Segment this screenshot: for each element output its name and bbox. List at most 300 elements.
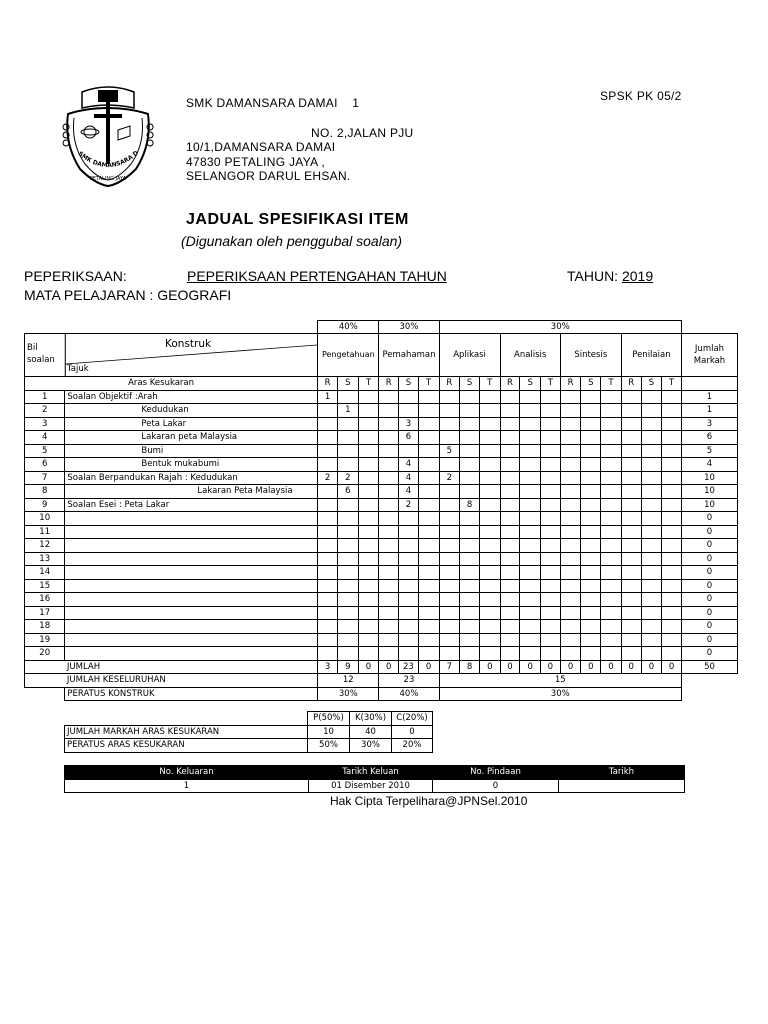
row-cell [621, 579, 641, 593]
row-cell [662, 620, 682, 634]
row-cell [662, 471, 682, 485]
table-row [25, 512, 738, 526]
aras-letter: R [439, 377, 460, 391]
row-cell [358, 404, 379, 418]
row-cell [641, 566, 662, 580]
peperiksaan-value: PEPERIKSAAN PERTENGAHAN TAHUN [187, 268, 447, 284]
jumlah-cell: 23 [399, 660, 419, 674]
release-tarikh-keluan: 01 Disember 2010 [309, 779, 433, 793]
row-cell [439, 606, 460, 620]
jumlah-cell: 3 [318, 660, 338, 674]
school-number: 1 [352, 96, 360, 110]
row-cell: 6 [337, 485, 358, 499]
row-cell [460, 566, 480, 580]
row-cell [541, 620, 561, 634]
row-cell [520, 458, 541, 472]
row-cell [479, 417, 500, 431]
row-cell [581, 552, 601, 566]
row-cell [601, 471, 622, 485]
row-cell: 6 [399, 431, 419, 445]
row-cell: 2 [337, 471, 358, 485]
row-cell [621, 498, 641, 512]
row-cell [460, 525, 480, 539]
row-cell [500, 647, 520, 661]
row-cell: 4 [399, 485, 419, 499]
table-row [25, 390, 738, 404]
row-cell [399, 633, 419, 647]
summary-label: JUMLAH MARKAH ARAS KESUKARAN [65, 725, 308, 739]
row-cell [541, 485, 561, 499]
row-cell [601, 417, 622, 431]
row-bil: 3 [25, 417, 65, 431]
row-cell [500, 566, 520, 580]
row-total: 1 [681, 404, 737, 418]
row-cell [560, 579, 581, 593]
row-cell [399, 620, 419, 634]
row-cell [337, 512, 358, 526]
aras-letter: T [662, 377, 682, 391]
summary-row [65, 725, 433, 739]
row-cell [560, 606, 581, 620]
row-tajuk [65, 593, 318, 607]
row-cell [541, 431, 561, 445]
row-cell [541, 539, 561, 553]
row-cell [418, 458, 439, 472]
aras-letter: R [500, 377, 520, 391]
row-cell [560, 431, 581, 445]
row-bil: 6 [25, 458, 65, 472]
row-cell [358, 512, 379, 526]
row-cell [500, 458, 520, 472]
row-cell [662, 539, 682, 553]
row-cell [541, 404, 561, 418]
row-bil: 12 [25, 539, 65, 553]
row-cell [541, 390, 561, 404]
row-cell [601, 485, 622, 499]
row-cell [601, 512, 622, 526]
row-cell [418, 417, 439, 431]
jumlah-keseluruhan-1: 12 [318, 674, 379, 688]
row-tajuk: Soalan Objektif :Arah [65, 390, 318, 404]
row-tajuk [65, 539, 318, 553]
row-cell: 1 [318, 390, 338, 404]
row-cell [641, 444, 662, 458]
row-cell [418, 390, 439, 404]
row-cell [541, 606, 561, 620]
row-cell [541, 633, 561, 647]
release-no-keluaran: 1 [65, 779, 309, 793]
row-bil: 2 [25, 404, 65, 418]
address-line-1: NO. 2,JALAN PJU [311, 126, 414, 140]
row-cell [662, 498, 682, 512]
row-cell [358, 444, 379, 458]
row-cell [318, 566, 338, 580]
release-table [64, 765, 685, 793]
row-cell [500, 606, 520, 620]
row-cell [662, 512, 682, 526]
row-cell [479, 525, 500, 539]
row-cell [621, 539, 641, 553]
row-cell [418, 539, 439, 553]
table-row [25, 647, 738, 661]
row-cell [399, 647, 419, 661]
row-cell [479, 444, 500, 458]
row-cell [379, 485, 399, 499]
row-cell [541, 552, 561, 566]
row-cell [379, 606, 399, 620]
row-tajuk: Peta Lakar [65, 417, 318, 431]
row-cell [641, 458, 662, 472]
jumlah-cell: 0 [418, 660, 439, 674]
row-bil: 4 [25, 431, 65, 445]
summary-row [65, 739, 433, 753]
row-cell [500, 417, 520, 431]
jumlah-cell: 0 [541, 660, 561, 674]
document-subtitle: (Digunakan oleh penggubal soalan) [181, 233, 403, 249]
jumlah-cell: 0 [641, 660, 662, 674]
konstruk-tajuk-header [25, 334, 318, 377]
jumlah-keseluruhan-3: 15 [439, 674, 681, 688]
row-cell [621, 620, 641, 634]
jumlah-label: JUMLAH [65, 660, 318, 674]
release-header-no-pindaan: No. Pindaan [433, 766, 559, 780]
row-cell [541, 593, 561, 607]
row-total: 10 [681, 498, 737, 512]
jumlah-keseluruhan-2: 23 [379, 674, 439, 688]
row-total: 3 [681, 417, 737, 431]
row-cell [399, 552, 419, 566]
row-cell [601, 431, 622, 445]
row-cell [621, 417, 641, 431]
row-cell [601, 620, 622, 634]
row-cell [418, 633, 439, 647]
row-cell [399, 566, 419, 580]
row-cell [337, 417, 358, 431]
row-cell [581, 498, 601, 512]
row-cell [520, 485, 541, 499]
jumlah-keseluruhan-label: JUMLAH KESELURUHAN [65, 674, 318, 688]
row-cell [641, 485, 662, 499]
row-cell [399, 606, 419, 620]
tahun-value: 2019 [621, 268, 654, 284]
row-cell [399, 525, 419, 539]
row-cell [500, 539, 520, 553]
row-cell [500, 552, 520, 566]
row-cell [560, 485, 581, 499]
row-cell [439, 390, 460, 404]
row-cell [621, 566, 641, 580]
row-cell [337, 525, 358, 539]
row-tajuk [65, 552, 318, 566]
form-code: SPSK PK 05/2 [600, 89, 682, 103]
row-tajuk [65, 620, 318, 634]
row-bil: 11 [25, 525, 65, 539]
jumlah-cell: 0 [520, 660, 541, 674]
peratus-konstruk-1: 30% [318, 687, 379, 701]
row-cell [358, 417, 379, 431]
peperiksaan-label: PEPERIKSAAN: [24, 268, 127, 284]
aras-letter: T [358, 377, 379, 391]
jumlah-cell: 0 [379, 660, 399, 674]
row-cell [520, 552, 541, 566]
row-cell [318, 444, 338, 458]
row-cell [621, 444, 641, 458]
aras-letter: S [641, 377, 662, 391]
row-cell [318, 525, 338, 539]
table-row [25, 498, 738, 512]
row-cell [399, 579, 419, 593]
release-header-tarikh: Tarikh [559, 766, 685, 780]
row-cell [560, 390, 581, 404]
row-total: 10 [681, 485, 737, 499]
summary-value: 30% [350, 739, 392, 753]
jumlah-cell: 9 [337, 660, 358, 674]
row-cell [621, 525, 641, 539]
row-cell [479, 390, 500, 404]
row-cell [418, 512, 439, 526]
pct-group-1: 40% [318, 321, 379, 334]
row-cell [318, 539, 338, 553]
row-cell [418, 593, 439, 607]
row-cell [500, 485, 520, 499]
row-cell [601, 606, 622, 620]
row-cell [601, 593, 622, 607]
row-cell [621, 431, 641, 445]
row-cell [399, 593, 419, 607]
aras-letter: S [337, 377, 358, 391]
row-cell [641, 593, 662, 607]
table-row [25, 633, 738, 647]
row-cell [460, 444, 480, 458]
row-cell [379, 444, 399, 458]
row-total: 0 [681, 512, 737, 526]
row-cell [439, 417, 460, 431]
row-cell [520, 471, 541, 485]
row-cell [337, 552, 358, 566]
bil-soalan-label [27, 342, 55, 366]
row-cell [641, 404, 662, 418]
aras-letter: T [418, 377, 439, 391]
row-cell [581, 606, 601, 620]
row-tajuk: Kedudukan [65, 404, 318, 418]
row-cell [379, 458, 399, 472]
jumlah-cell: 0 [358, 660, 379, 674]
pct-group-3: 30% [439, 321, 681, 334]
bil-label: Bil [27, 343, 38, 353]
row-cell [318, 606, 338, 620]
row-cell [358, 471, 379, 485]
row-cell [581, 579, 601, 593]
table-row [25, 593, 738, 607]
row-cell [541, 566, 561, 580]
row-cell [560, 539, 581, 553]
row-bil: 10 [25, 512, 65, 526]
row-cell [581, 444, 601, 458]
row-cell [439, 431, 460, 445]
summary-value: 50% [308, 739, 350, 753]
row-cell [460, 512, 480, 526]
row-cell [418, 566, 439, 580]
row-total: 0 [681, 620, 737, 634]
row-cell [358, 552, 379, 566]
row-cell [439, 620, 460, 634]
row-cell: 2 [439, 471, 460, 485]
row-cell [581, 633, 601, 647]
row-cell [418, 404, 439, 418]
row-cell [318, 579, 338, 593]
row-bil: 13 [25, 552, 65, 566]
row-cell [439, 566, 460, 580]
row-cell [541, 647, 561, 661]
soalan-label: soalan [27, 355, 55, 365]
row-cell [641, 539, 662, 553]
row-cell [621, 647, 641, 661]
row-tajuk [65, 512, 318, 526]
row-cell [520, 633, 541, 647]
row-cell [379, 552, 399, 566]
row-cell [318, 458, 338, 472]
row-cell [581, 620, 601, 634]
row-cell: 4 [399, 471, 419, 485]
row-cell [560, 552, 581, 566]
row-tajuk [65, 525, 318, 539]
row-cell [581, 647, 601, 661]
row-cell [418, 498, 439, 512]
logo-text-top: SMK DAMANSARA D [76, 149, 140, 170]
row-cell: 2 [399, 498, 419, 512]
row-tajuk: Lakaran peta Malaysia [65, 431, 318, 445]
row-total: 6 [681, 431, 737, 445]
row-cell [500, 525, 520, 539]
row-cell [520, 579, 541, 593]
copyright-notice: Hak Cipta Terpelihara@JPNSel.2010 [330, 794, 528, 808]
row-cell [520, 444, 541, 458]
row-cell [479, 512, 500, 526]
row-cell [621, 458, 641, 472]
table-row [25, 539, 738, 553]
row-cell [581, 566, 601, 580]
table-row [25, 606, 738, 620]
logo-text-bottom: PETALING JAYA [89, 176, 127, 182]
row-cell [500, 471, 520, 485]
table-row [25, 417, 738, 431]
row-cell [460, 417, 480, 431]
row-cell [358, 566, 379, 580]
row-cell [662, 593, 682, 607]
row-bil: 15 [25, 579, 65, 593]
row-cell [560, 593, 581, 607]
row-cell [662, 579, 682, 593]
jumlah-cell: 8 [460, 660, 480, 674]
table-row [25, 620, 738, 634]
row-cell [418, 444, 439, 458]
row-cell [460, 647, 480, 661]
row-tajuk: Bentuk mukabumi [65, 458, 318, 472]
aras-letter: T [541, 377, 561, 391]
table-row [25, 471, 738, 485]
table-row [25, 525, 738, 539]
row-cell [541, 471, 561, 485]
row-cell [460, 485, 480, 499]
row-bil: 19 [25, 633, 65, 647]
row-cell [358, 593, 379, 607]
row-bil: 5 [25, 444, 65, 458]
row-bil: 7 [25, 471, 65, 485]
table-row [25, 431, 738, 445]
row-tajuk: Bumi [65, 444, 318, 458]
row-bil: 1 [25, 390, 65, 404]
row-cell [418, 606, 439, 620]
row-cell [541, 525, 561, 539]
construct-pengetahuan: Pengetahuan [318, 334, 379, 377]
aras-letter: R [621, 377, 641, 391]
row-tajuk [65, 566, 318, 580]
row-total: 0 [681, 579, 737, 593]
tahun-field [567, 268, 653, 284]
table-row [25, 444, 738, 458]
construct-sintesis: Sintesis [560, 334, 621, 377]
jumlah-cell: 0 [479, 660, 500, 674]
row-cell [479, 431, 500, 445]
row-cell [318, 485, 338, 499]
aras-letter: R [379, 377, 399, 391]
row-cell [641, 498, 662, 512]
row-cell: 1 [337, 404, 358, 418]
row-cell [379, 404, 399, 418]
row-cell [318, 431, 338, 445]
row-cell [379, 539, 399, 553]
tajuk-label: Tajuk [67, 364, 89, 374]
row-cell [581, 485, 601, 499]
table-row [25, 579, 738, 593]
row-cell [460, 471, 480, 485]
row-cell [318, 404, 338, 418]
row-cell [379, 633, 399, 647]
summary-label: PERATUS ARAS KESUKARAN [65, 739, 308, 753]
row-bil: 20 [25, 647, 65, 661]
aras-letter: S [460, 377, 480, 391]
row-tajuk [65, 647, 318, 661]
row-cell [337, 498, 358, 512]
row-cell: 8 [460, 498, 480, 512]
row-cell [500, 498, 520, 512]
row-cell [379, 579, 399, 593]
row-cell [520, 390, 541, 404]
row-cell [460, 593, 480, 607]
row-cell [581, 404, 601, 418]
aras-letter: R [560, 377, 581, 391]
row-cell [379, 431, 399, 445]
release-tarikh [559, 779, 685, 793]
row-cell [541, 498, 561, 512]
construct-analisis: Analisis [500, 334, 560, 377]
row-cell [641, 579, 662, 593]
difficulty-summary-table [64, 711, 433, 753]
row-cell [358, 620, 379, 634]
pct-group-2: 30% [379, 321, 439, 334]
row-bil: 8 [25, 485, 65, 499]
release-header-no-keluaran: No. Keluaran [65, 766, 309, 780]
row-cell [479, 566, 500, 580]
row-cell [662, 633, 682, 647]
row-cell [358, 647, 379, 661]
row-total: 0 [681, 525, 737, 539]
jumlah-cell: 0 [500, 660, 520, 674]
row-cell [318, 512, 338, 526]
row-total: 4 [681, 458, 737, 472]
row-cell [318, 498, 338, 512]
row-cell [460, 458, 480, 472]
